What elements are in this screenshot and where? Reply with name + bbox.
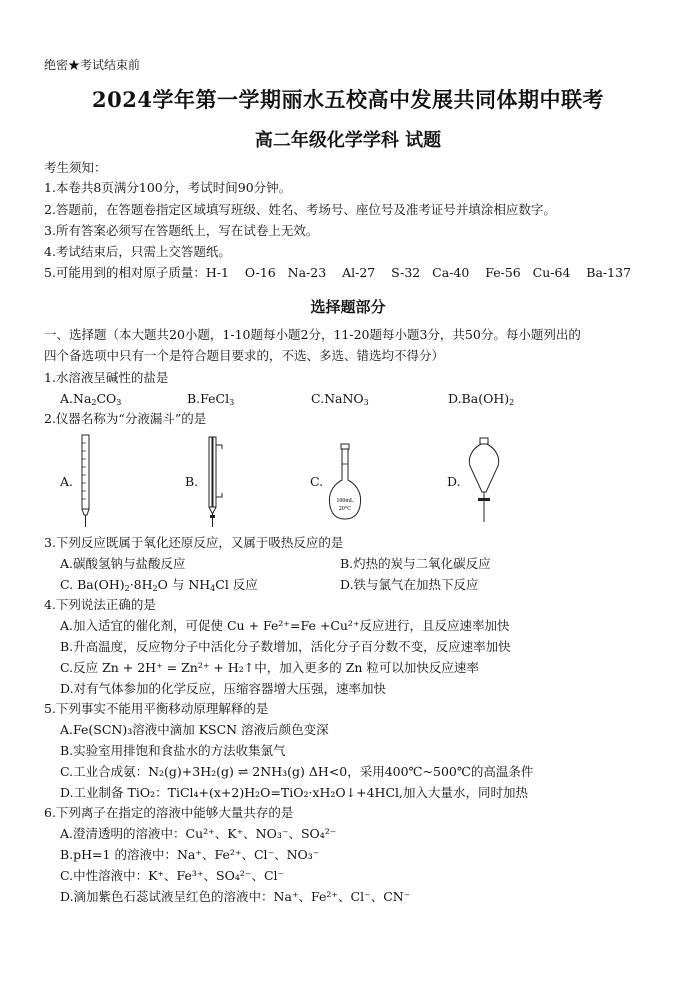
q2-label-d: D.	[447, 474, 461, 489]
q5-option-a: A.Fe(SCN)₃溶液中滴加 KSCN 溶液后颜色变深	[60, 722, 329, 737]
flask-temperature-text: 20°C	[338, 506, 352, 512]
q2-label-c: C.	[310, 474, 324, 489]
q3-option-a: A.碳酸氢钠与盐酸反应	[60, 556, 186, 571]
q6-option-b: B.pH=1 的溶液中：Na⁺、Fe²⁺、Cl⁻、NO₃⁻	[60, 847, 320, 862]
condenser-image	[200, 435, 226, 531]
q3-stem: 3.下列反应既属于氧化还原反应，又属于吸热反应的是	[44, 535, 344, 550]
q1-option-a: $A.Na_2CO_3$	[60, 391, 122, 407]
q2-stem: 2.仪器名称为“分液漏斗”的是	[44, 411, 207, 426]
burette-image	[72, 433, 98, 529]
q1-stem: 1.水溶液呈碱性的盐是	[44, 370, 169, 385]
flask-volume-text: 100mL	[336, 498, 354, 504]
q6-option-c: C.中性溶液中：K⁺、Fe³⁺、SO₄²⁻、Cl⁻	[60, 868, 285, 883]
q4-stem: 4.下列说法正确的是	[44, 597, 156, 612]
instructions-line-2: 四个备选项中只有一个是符合题目要求的，不选、多选、错选均不得分）	[44, 348, 445, 363]
q6-option-a: A.澄清透明的溶液中：Cu²⁺、K⁺、NO₃⁻、SO₄²⁻	[60, 826, 337, 841]
q3-option-b: B.灼热的炭与二氧化碳反应	[340, 556, 491, 571]
exam-subtitle: 高二年级化学学科 试题	[254, 130, 442, 151]
q2-label-b: B.	[185, 474, 199, 489]
q4-option-d: D.对有气体参加的化学反应，压缩容器增大压强，速率加快	[60, 681, 387, 696]
notice-heading: 考生须知：	[44, 160, 107, 175]
notice-item-1: 1.本卷共8页满分100分，考试时间90分钟。	[44, 180, 292, 195]
q1-option-d: $D.Ba(OH)_2$	[448, 391, 515, 407]
q3-option-d: D.铁与氯气在加热下反应	[340, 577, 479, 592]
q5-stem: 5.下列事实不能用平衡移动原理解释的是	[44, 701, 269, 716]
q4-option-b: B.升高温度，反应物分子中活化分子数增加，活化分子百分数不变，反应速率加快	[60, 639, 511, 654]
volumetric-flask-image	[325, 442, 365, 522]
q2-label-a: A.	[60, 474, 74, 489]
notice-item-3: 3.所有答案必须写在答题纸上，写在试卷上无效。	[44, 223, 319, 238]
q1-option-b: B.FeCl$_3$	[187, 391, 235, 407]
instructions-line-1: 一、选择题（本大题共20小题，1-10题每小题2分，11-20题每小题3分，共50分。每小题列出的	[44, 327, 581, 342]
confidential-mark: 绝密★考试结束前	[44, 58, 141, 72]
separatory-funnel-image	[464, 436, 504, 526]
q5-option-c: C.工业合成氨：N₂(g)+3H₂(g) ⇌ 2NH₃(g) ΔH<0，采用400℃~500℃的高温条件	[60, 764, 534, 779]
notice-item-4: 4.考试结束后，只需上交答题纸。	[44, 244, 231, 259]
q1-option-c: C.NaNO$_3$	[311, 391, 369, 407]
q5-option-d: D.工业制备 TiO₂：TiCl₄+(x+2)H₂O=TiO₂·xH₂O↓+4HCl,加入大量水，同时加热	[60, 785, 528, 800]
section-title: 选择题部分	[310, 298, 386, 316]
notice-item-5: 5.可能用到的相对原子质量：H-1 O-16 Na-23 Al-27 S-32 Ca-40 Fe-56 Cu-64 Ba-137	[44, 265, 632, 280]
q4-option-a: A.加入适宜的催化剂，可促使 Cu + Fe²⁺=Fe +Cu²⁺反应进行，且反应速率加快	[60, 618, 510, 633]
q3-option-c: C. $Ba(OH)_2\cdot 8H_2O$ 与 $NH_4Cl$ 反应	[60, 577, 258, 593]
notice-item-2: 2.答题前，在答题卷指定区域填写班级、姓名、考场号、座位号及准考证号并填涂相应数字。	[44, 202, 556, 217]
q5-option-b: B.实验室用排饱和食盐水的方法收集氯气	[60, 743, 286, 758]
exam-title: 2024学年第一学期丽水五校高中发展共同体期中联考	[92, 87, 604, 112]
q6-stem: 6.下列离子在指定的溶液中能够大量共存的是	[44, 805, 294, 820]
q4-option-c: C.反应 Zn + 2H⁺ = Zn²⁺ + H₂↑中，加入更多的 Zn 粒可以加快反应速率	[60, 660, 479, 675]
q6-option-d: D.滴加紫色石蕊试液呈红色的溶液中：Na⁺、Fe²⁺、Cl⁻、CN⁻	[60, 889, 411, 904]
